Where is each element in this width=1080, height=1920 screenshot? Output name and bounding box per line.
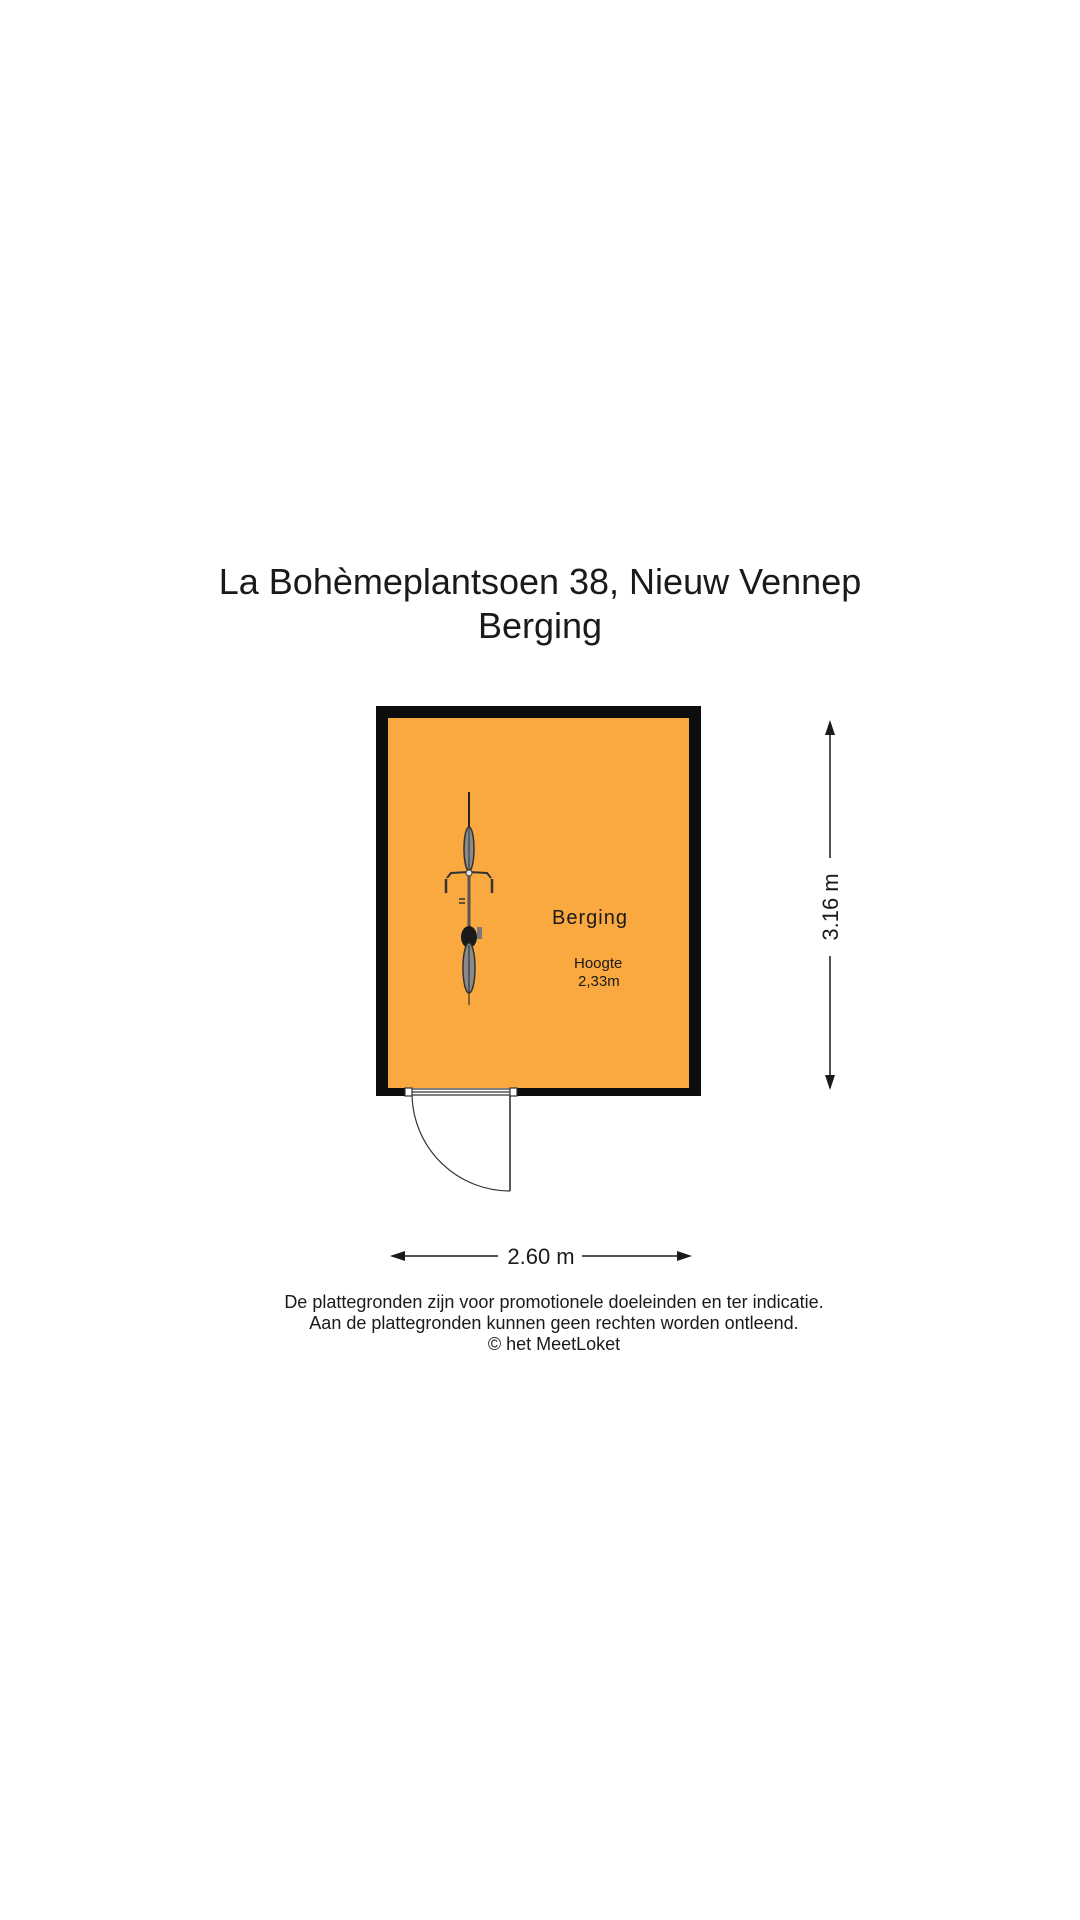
- room-name-label: Berging: [552, 907, 628, 929]
- door-swing-arc: [412, 1096, 510, 1191]
- floor-title: Berging: [477, 605, 603, 646]
- depth-dimension-label: 3.16 m: [818, 873, 843, 941]
- width-dimension-label: 2.60 m: [507, 1244, 575, 1269]
- door: [405, 1088, 517, 1191]
- copyright-line: © het MeetLoket: [487, 1334, 621, 1354]
- height-value: 2,33m: [578, 973, 620, 990]
- disclaimer-line-2: Aan de plattegronden kunnen geen rechten worden ontleend.: [309, 1313, 799, 1333]
- room-floor: [388, 718, 689, 1088]
- disclaimer-line-1: De plattegronden zijn voor promotionele doeleinden en ter indicatie.: [284, 1292, 824, 1312]
- disclaimer: [0, 1292, 1080, 1355]
- height-label: Hoogte: [574, 955, 623, 972]
- address-title: La Bohèmeplantsoen 38, Nieuw Vennep: [218, 561, 862, 602]
